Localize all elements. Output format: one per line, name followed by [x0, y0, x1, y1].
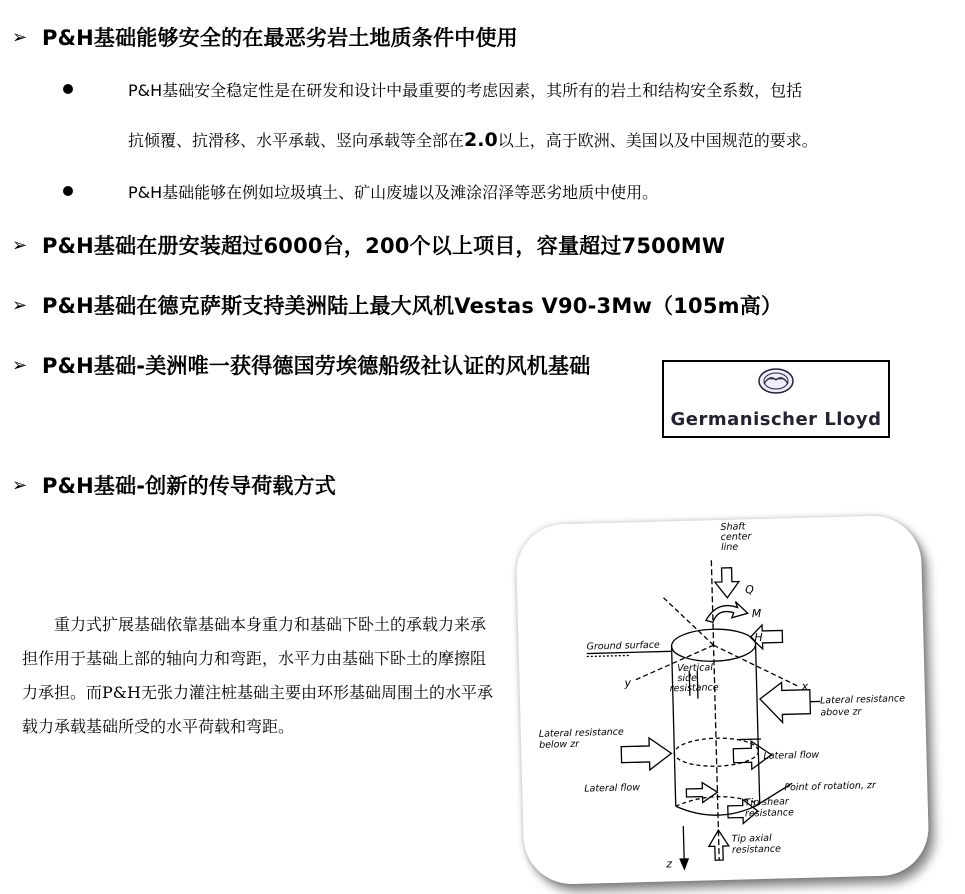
dot-bullet-icon	[63, 84, 73, 94]
label-q: Q	[744, 583, 754, 597]
arrow-bullet-icon: ➢	[12, 294, 28, 316]
label-side: side	[677, 672, 698, 685]
label-lateral-resistance-below: Lateral resistance	[538, 726, 624, 740]
bullet-load-transfer	[12, 470, 336, 500]
label-tip-shear: Tip shear	[744, 796, 789, 809]
label-lateral-flow-right: Lateral flow	[763, 749, 820, 762]
bullet-vestas	[12, 290, 782, 320]
bullet-certification	[12, 350, 590, 380]
bullet-text: P&H基础在德克萨斯支持美洲陆上最大风机Vestas V90-3Mw（105m高）	[42, 294, 783, 318]
bullet-text: P&H基础在册安装超过6000台，200个以上项目，容量超过7500MW	[42, 234, 726, 258]
label-above-zr: above zr	[820, 706, 862, 719]
safety-factor-value: 2.0	[464, 129, 498, 151]
pile-load-diagram-card	[515, 515, 929, 885]
bullet-safety	[12, 22, 518, 52]
label-y: y	[624, 676, 632, 690]
sub-text: 抗倾覆、抗滑移、水平承载、竖向承载等全部在	[128, 131, 465, 150]
bullet-installations	[12, 230, 725, 260]
sub-text: 以上，高于欧洲、美国以及中国规范的要求。	[497, 131, 818, 150]
sub-item-1-line1: P&H基础安全稳定性是在研发和设计中最重要的考虑因素，其所有的岩土和结构安全系数，包括	[128, 81, 803, 100]
arrow-bullet-icon: ➢	[12, 354, 28, 376]
label-center: center	[720, 531, 752, 543]
paragraph-text: 重力式扩展基础依靠基础本身重力和基础下卧土的承载力来承担作用于基础上部的轴向力和弯距，水平力由基础下卧土的摩擦阻力承担。而P&H无张力灌注桩基础主要由环形基础周围土的水平承载力承载基础所受的水平荷载和弯距。	[22, 615, 493, 736]
gravity-foundation-paragraph	[22, 608, 500, 744]
moment-arrow	[705, 601, 748, 622]
dot-bullet-icon	[63, 186, 73, 196]
logo-text: Germanischer Lloyd	[670, 409, 882, 430]
label-z: z	[666, 857, 673, 871]
lateral-resistance-below-arrow	[621, 737, 672, 770]
bullet-text: P&H基础能够安全的在最恶劣岩土地质条件中使用	[42, 26, 518, 50]
bullet-text: P&H基础-美洲唯一获得德国劳埃德船级社认证的风机基础	[42, 354, 591, 378]
label-resistance: resistance	[669, 682, 719, 695]
arrow-bullet-icon: ➢	[12, 234, 28, 256]
sub-item-1-line2	[128, 128, 818, 151]
label-h: H	[754, 630, 763, 645]
lateral-flow-left-arrow	[686, 782, 718, 803]
label-m: M	[751, 606, 762, 621]
germanischer-lloyd-logo	[662, 360, 890, 438]
arrow-bullet-icon: ➢	[12, 26, 28, 48]
sub-item-2: P&H基础能够在例如垃圾填土、矿山废墟以及滩涂沼泽等恶劣地质中使用。	[128, 183, 659, 202]
label-tip-axial: Tip axial	[731, 832, 772, 845]
label-below-zr: below zr	[538, 738, 580, 751]
label-shaft: Shaft	[720, 521, 746, 533]
globe-seal-icon	[756, 366, 796, 396]
label-lateral-flow-left: Lateral flow	[584, 782, 641, 795]
arrow-bullet-icon: ➢	[12, 474, 28, 496]
pile-load-diagram	[515, 515, 929, 885]
bullet-text: P&H基础-创新的传导荷载方式	[42, 474, 336, 498]
label-line: line	[720, 541, 739, 553]
label-tip-shear-resistance: resistance	[744, 807, 795, 820]
label-tip-axial-resistance: resistance	[731, 843, 782, 856]
label-vertical: Vertical	[677, 662, 714, 675]
label-ground-surface: Ground surface	[586, 639, 660, 653]
label-point-of-rotation: Point of rotation, zr	[784, 780, 876, 794]
q-load-arrow	[715, 568, 740, 599]
label-x: x	[801, 679, 809, 693]
label-lateral-resistance-above: Lateral resistance	[819, 693, 906, 707]
cylinder-right-edge	[756, 644, 760, 804]
cylinder-left-edge	[672, 646, 676, 806]
